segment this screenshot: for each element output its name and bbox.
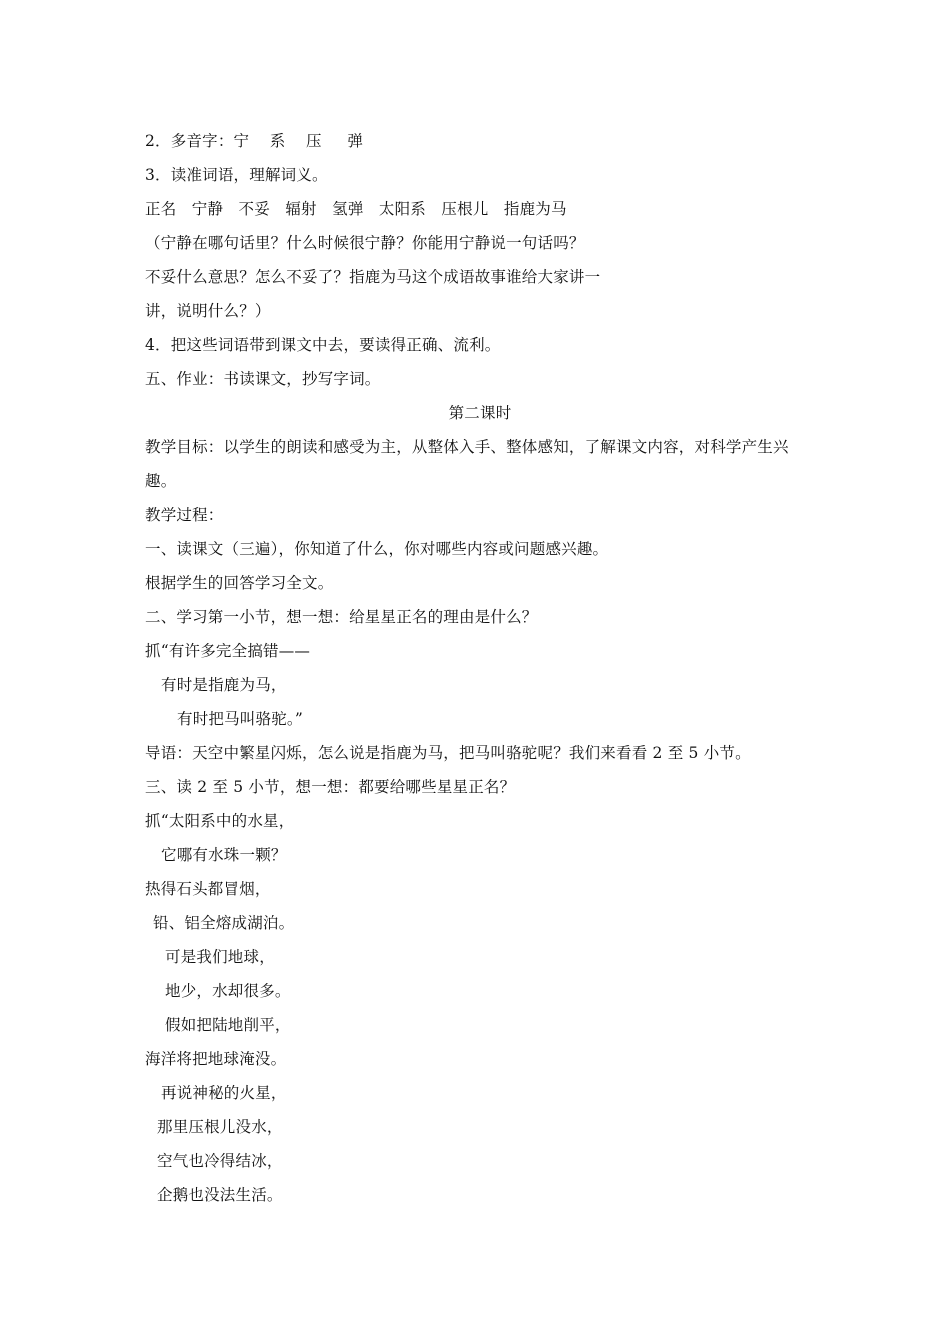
poem-line: 地少，水却很多。 (165, 982, 291, 1000)
text-line: 2．多音字：宁 系 压 弹 (145, 132, 364, 150)
homework-line: 五、作业：书读课文，抄写字词。 (145, 370, 381, 388)
poem-line: 抓“太阳系中的水星， (145, 812, 295, 830)
poem-line: 热得石头都冒烟， (145, 880, 271, 898)
document-body (145, 124, 815, 1212)
quote-line: 抓“有许多完全搞错—— (145, 642, 311, 660)
text-line: 二、学习第一小节，想一想：给星星正名的理由是什么？ (145, 608, 538, 626)
poem-line: 那里压根儿没水， (157, 1118, 283, 1136)
poem-line: 铅、铝全熔成湖泊。 (153, 914, 295, 932)
quote-line: 有时是指鹿为马， (161, 676, 287, 694)
text-line: 教学过程： (145, 506, 224, 524)
text-line: （宁静在哪句话里？什么时候很宁静？你能用宁静说一句话吗？ (145, 234, 585, 252)
text-line: 根据学生的回答学习全文。 (145, 574, 334, 592)
text-line: 三、读 2 至 5 小节，想一想：都要给哪些星星正名？ (145, 778, 516, 796)
poem-line: 空气也冷得结冰， (157, 1152, 283, 1170)
section-title: 第二课时 (448, 404, 512, 422)
poem-line: 再说神秘的火星， (161, 1084, 287, 1102)
teaching-goal: 教学目标：以学生的朗读和感受为主，从整体入手、整体感知，了解课文内容，对科学产生兴趣。 (145, 438, 789, 490)
text-line: 导语：天空中繁星闪烁，怎么说是指鹿为马，把马叫骆驼呢？我们来看看 2 至 5 小节。 (145, 744, 751, 762)
poem-line: 假如把陆地削平， (165, 1016, 291, 1034)
poem-line: 可是我们地球， (165, 948, 275, 966)
poem-line: 海洋将把地球淹没。 (145, 1050, 287, 1068)
text-line: 3．读准词语，理解词义。 (145, 166, 328, 184)
text-line: 讲，说明什么？） (145, 302, 271, 320)
poem-line: 它哪有水珠一颗？ (161, 846, 287, 864)
text-line: 不妥什么意思？怎么不妥了？指鹿为马这个成语故事谁给大家讲一 (145, 268, 601, 286)
quote-line: 有时把马叫骆驼。” (177, 710, 303, 728)
text-line: 一、读课文（三遍），你知道了什么，你对哪些内容或问题感兴趣。 (145, 540, 609, 558)
vocabulary-line: 正名 宁静 不妥 辐射 氢弹 太阳系 压根儿 指鹿为马 (145, 200, 567, 218)
text-line: 4．把这些词语带到课文中去，要读得正确、流利。 (145, 336, 501, 354)
poem-line: 企鹅也没法生活。 (157, 1186, 283, 1204)
